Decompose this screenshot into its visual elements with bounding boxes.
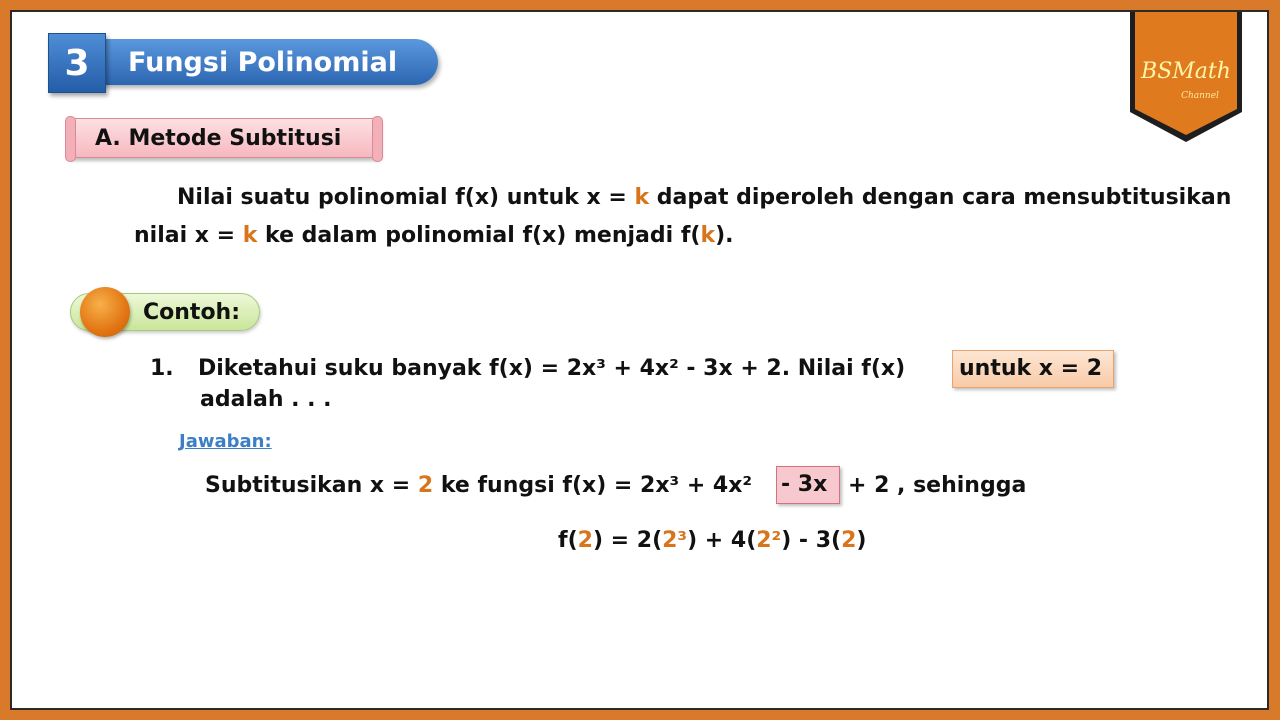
question-text-cont: adalah . . . <box>200 387 332 412</box>
calc-text: ) = 2( <box>592 528 663 553</box>
slide <box>10 10 1269 710</box>
calc-value: 2³ <box>662 528 688 553</box>
chapter-number: 3 <box>48 33 106 93</box>
calc-value: 2² <box>756 528 782 553</box>
calc-text: ) - 3( <box>781 528 842 553</box>
variable-k: k <box>634 185 650 210</box>
definition-line-1 <box>177 185 1231 210</box>
substitution-text: ke fungsi f(x) = 2x³ + 4x² <box>433 473 753 498</box>
answer-label: Jawaban: <box>179 431 272 452</box>
orange-ball-icon <box>80 287 130 337</box>
variable-k: k <box>700 223 716 248</box>
substitution-end: + 2 , sehingga <box>848 473 1027 498</box>
term-highlight: - 3x <box>776 466 840 504</box>
section-title-text: A. Metode Subtitusi <box>95 125 342 151</box>
definition-text: nilai x = <box>134 223 243 248</box>
section-title <box>68 118 380 158</box>
question-number: 1. <box>150 356 174 381</box>
chapter-title: Fungsi Polinomial <box>128 46 398 78</box>
substitution-text: Subtitusikan x = <box>205 473 418 498</box>
substitution-line <box>205 473 752 498</box>
calc-value: 2 <box>577 528 593 553</box>
calc-text: ) + 4( <box>687 528 757 553</box>
example-label-text: Contoh: <box>143 299 241 325</box>
definition-text: ke dalam polinomial f(x) menjadi f( <box>257 223 701 248</box>
definition-line-2 <box>134 223 734 248</box>
calc-text: ) <box>856 528 867 553</box>
bsmath-logo <box>1130 12 1242 142</box>
variable-k: k <box>242 223 258 248</box>
question-highlight: untuk x = 2 <box>952 350 1114 388</box>
calc-value: 2 <box>841 528 857 553</box>
substitution-value: 2 <box>417 473 434 498</box>
chapter-title-bar <box>100 39 438 85</box>
definition-text: ). <box>715 223 734 248</box>
question-text: Diketahui suku banyak f(x) = 2x³ + 4x² - 3x + 2. Nilai f(x) <box>198 356 906 381</box>
calc-text: f( <box>558 528 578 553</box>
definition-text: Nilai suatu polinomial f(x) untuk x = <box>177 185 635 210</box>
calculation-line <box>558 528 866 553</box>
logo-text: BSMath <box>1141 59 1231 84</box>
definition-text: dapat diperoleh dengan cara mensubtitusikan <box>649 185 1232 210</box>
logo-subtext: Channel <box>1181 91 1219 101</box>
